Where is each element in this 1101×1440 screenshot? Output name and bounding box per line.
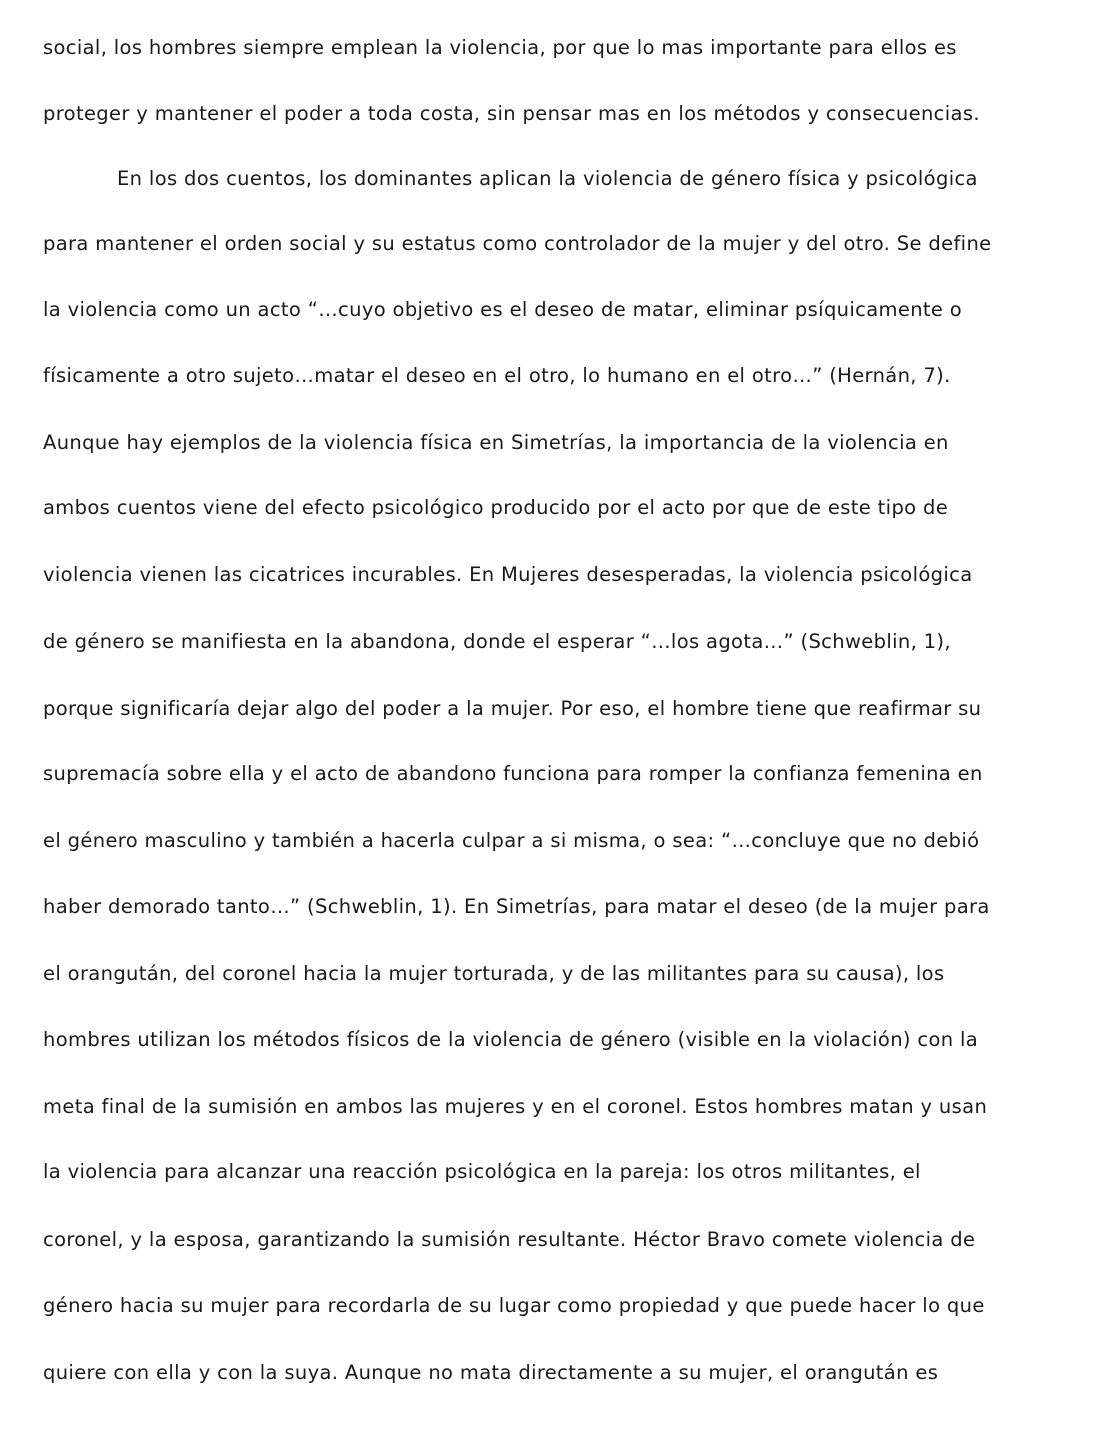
paragraph-first-line: En los dos cuentos, los dominantes aplican la violencia de género física y psicológica bbox=[117, 167, 978, 190]
text-line-1: social, los hombres siempre emplean la violencia, por que lo mas importante para ellos es bbox=[43, 36, 957, 59]
text-line-21: quiere con ella y con la suya. Aunque no mata directamente a su mujer, el orangután es bbox=[43, 1361, 939, 1384]
text-line-20: género hacia su mujer para recordarla de su lugar como propiedad y que puede hacer lo que bbox=[43, 1294, 985, 1317]
text-line-14: haber demorado tanto…” (Schweblin, 1). En Simetrías, para matar el deseo (de la mujer para bbox=[43, 895, 990, 918]
text-line-6: físicamente a otro sujeto…matar el deseo en el otro, lo humano en el otro…” (Hernán, 7). bbox=[43, 364, 951, 387]
text-line-8: ambos cuentos viene del efecto psicológico producido por el acto por que de este tipo de bbox=[43, 496, 949, 519]
text-line-18: la violencia para alcanzar una reacción psicológica en la pareja: los otros militantes, el bbox=[43, 1160, 921, 1183]
text-line-10: de género se manifiesta en la abandona, donde el esperar “…los agota…” (Schweblin, 1), bbox=[43, 630, 951, 653]
text-line-5: la violencia como un acto “…cuyo objetivo es el deseo de matar, eliminar psíquicamente o bbox=[43, 298, 963, 321]
text-line-9: violencia vienen las cicatrices incurables. En Mujeres desesperadas, la violencia psicológica bbox=[43, 563, 973, 586]
text-line-16: hombres utilizan los métodos físicos de la violencia de género (visible en la violación) con la bbox=[43, 1028, 979, 1051]
text-line-13: el género masculino y también a hacerla culpar a si misma, o sea: “…concluye que no debió bbox=[43, 829, 980, 852]
text-line-19: coronel, y la esposa, garantizando la sumisión resultante. Héctor Bravo comete violencia de bbox=[43, 1228, 976, 1251]
text-line-2: proteger y mantener el poder a toda costa, sin pensar mas en los métodos y consecuencias. bbox=[43, 102, 980, 125]
text-line-4: para mantener el orden social y su estatus como controlador de la mujer y del otro. Se define bbox=[43, 232, 992, 255]
text-line-15: el orangután, del coronel hacia la mujer torturada, y de las militantes para su causa), los bbox=[43, 962, 945, 985]
text-line-11: porque significaría dejar algo del poder a la mujer. Por eso, el hombre tiene que reafirmar su bbox=[43, 697, 982, 720]
text-line-7: Aunque hay ejemplos de la violencia física en Simetrías, la importancia de la violencia en bbox=[43, 431, 949, 454]
text-line-17: meta final de la sumisión en ambos las mujeres y en el coronel. Estos hombres matan y usan bbox=[43, 1095, 988, 1118]
text-line-12: supremacía sobre ella y el acto de abandono funciona para romper la confianza femenina en bbox=[43, 762, 983, 785]
